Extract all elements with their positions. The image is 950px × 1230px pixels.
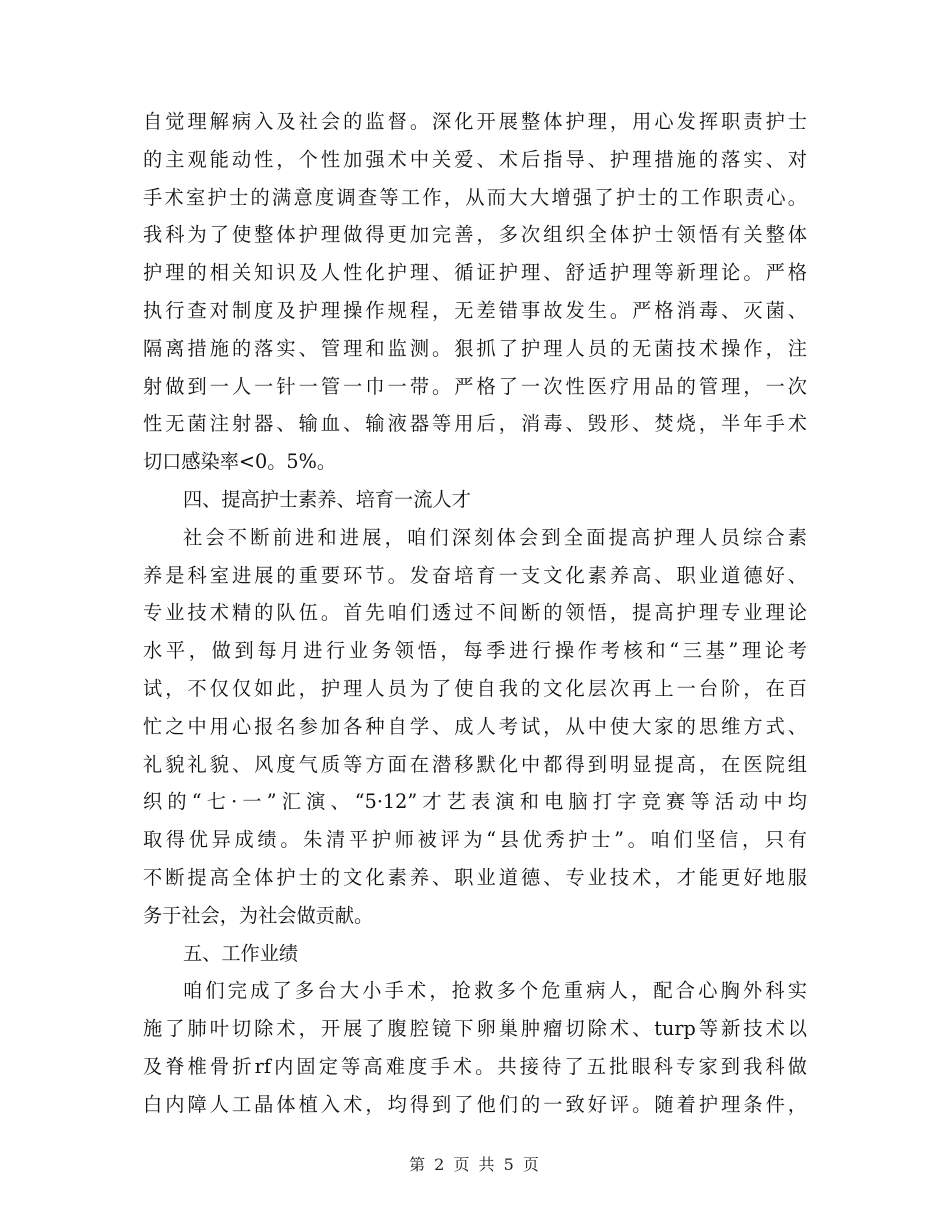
text-line: 白内障人工晶体植入术，均得到了他们的一致好评。随着护理条件， bbox=[143, 1092, 807, 1116]
text-line: 取得优异成绩。朱清平护师被评为“县优秀护士”。咱们坚信，只有 bbox=[143, 828, 807, 852]
text-line: 社会不断前进和进展，咱们深刻体会到全面提高护理人员综合素 bbox=[183, 525, 807, 549]
text-line: 护理的相关知识及人性化护理、循证护理、舒适护理等新理论。严格 bbox=[143, 261, 807, 285]
text-line: 施了肺叶切除术，开展了腹腔镜下卵巢肿瘤切除术、turp等新技术以 bbox=[143, 1017, 807, 1041]
text-line: 忙之中用心报名参加各种自学、成人考试，从中使大家的思维方式、 bbox=[143, 714, 807, 738]
text-line: 执行查对制度及护理操作规程，无差错事故发生。严格消毒、灭菌、 bbox=[143, 298, 807, 322]
text-line: 专业技术精的队伍。首先咱们透过不间断的领悟，提高护理专业理论 bbox=[143, 601, 807, 625]
text-line: 性无菌注射器、输血、输液器等用后，消毒、毁形、焚烧，半年手术 bbox=[143, 412, 807, 436]
text-line: 礼貌礼貌、风度气质等方面在潜移默化中都得到明显提高，在医院组 bbox=[143, 752, 807, 776]
text-line: 水平，做到每月进行业务领悟，每季进行操作考核和“三基”理论考 bbox=[143, 639, 807, 663]
section-heading: 五、工作业绩 bbox=[183, 941, 299, 965]
text-line: 织的“七·一”汇演、“5·12”才艺表演和电脑打字竞赛等活动中均 bbox=[143, 790, 807, 814]
text-line: 隔离措施的落实、管理和监测。狠抓了护理人员的无菌技术操作，注 bbox=[143, 336, 807, 360]
text-line: 切口感染率<0。5%。 bbox=[143, 450, 337, 474]
page-footer: 第 2 页 共 5 页 bbox=[409, 1155, 541, 1174]
text-line: 养是科室进展的重要环节。发奋培育一支文化素养高、职业道德好、 bbox=[143, 563, 807, 587]
text-line: 务于社会，为社会做贡献。 bbox=[143, 903, 374, 927]
text-line: 我科为了使整体护理做得更加完善，多次组织全体护士领悟有关整体 bbox=[143, 223, 807, 247]
text-line: 不断提高全体护士的文化素养、职业道德、专业技术，才能更好地服 bbox=[143, 865, 807, 889]
text-line: 试，不仅仅如此，护理人员为了使自我的文化层次再上一台阶，在百 bbox=[143, 676, 807, 700]
text-line: 咱们完成了多台大小手术，抢救多个危重病人，配合心胸外科实 bbox=[183, 979, 807, 1003]
text-line: 及脊椎骨折rf内固定等高难度手术。共接待了五批眼科专家到我科做 bbox=[143, 1054, 807, 1078]
text-line: 自觉理解病入及社会的监督。深化开展整体护理，用心发挥职责护士 bbox=[143, 110, 807, 133]
text-line: 射做到一人一针一管一巾一带。严格了一次性医疗用品的管理，一次 bbox=[143, 374, 807, 398]
text-line: 的主观能动性，个性加强术中关爱、术后指导、护理措施的落实、对 bbox=[143, 147, 807, 171]
text-line: 手术室护士的满意度调查等工作，从而大大增强了护士的工作职责心。 bbox=[143, 185, 807, 209]
body-text bbox=[143, 103, 807, 1124]
section-heading: 四、提高护士素养、培育一流人才 bbox=[183, 487, 471, 511]
